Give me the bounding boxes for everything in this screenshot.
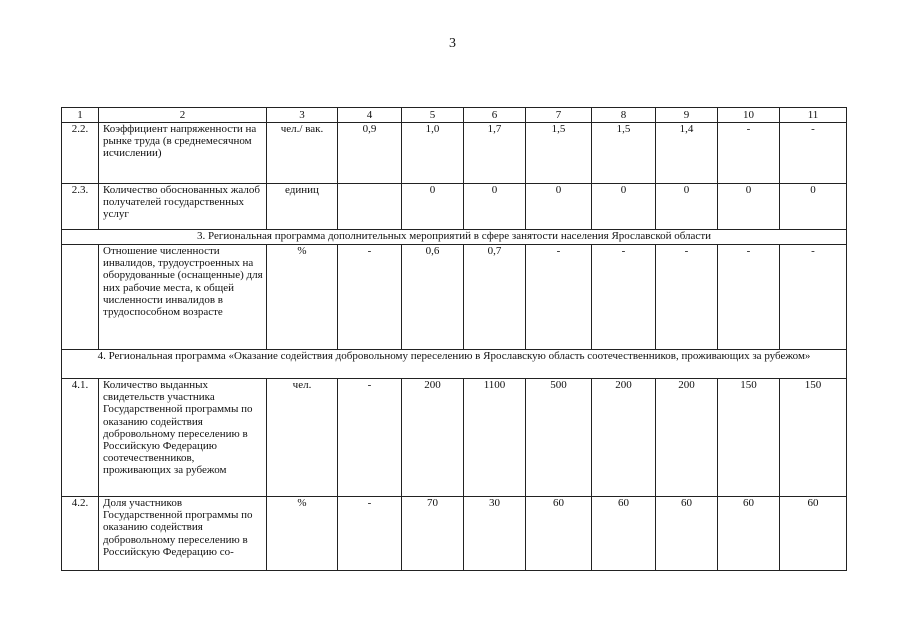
- row-value: 1100: [464, 379, 526, 497]
- column-number-row: [62, 108, 847, 123]
- row-value: 0: [526, 184, 592, 230]
- section-row: [62, 350, 847, 379]
- column-header: 3: [267, 108, 338, 123]
- page-number: 3: [449, 36, 456, 51]
- row-number: 4.1.: [62, 379, 99, 497]
- row-value: 150: [780, 379, 847, 497]
- row-value: 0: [780, 184, 847, 230]
- column-header: 4: [338, 108, 402, 123]
- row-description: Коэффициент напряженности на рынке труда (в среднемесячном исчислении): [99, 123, 267, 184]
- row-description: Количество обоснованных жалоб получателей государственных услуг: [99, 184, 267, 230]
- table-row: [62, 379, 847, 497]
- row-value: 500: [526, 379, 592, 497]
- row-value: 60: [780, 497, 847, 571]
- row-unit: чел./ вак.: [267, 123, 338, 184]
- row-value: -: [338, 245, 402, 350]
- table-row: [62, 184, 847, 230]
- row-number: 2.3.: [62, 184, 99, 230]
- row-unit: чел.: [267, 379, 338, 497]
- row-description: Количество выданных свидетельств участника Государственной программы по оказанию содействия добровольному переселению в Российскую Федерацию соотечественников, проживающих за рубежом: [99, 379, 267, 497]
- row-value: -: [656, 245, 718, 350]
- row-unit: %: [267, 497, 338, 571]
- row-value: 1,5: [526, 123, 592, 184]
- row-value: 0: [656, 184, 718, 230]
- row-value: [338, 184, 402, 230]
- column-header: 1: [62, 108, 99, 123]
- column-header: 10: [718, 108, 780, 123]
- section-row: [62, 230, 847, 245]
- row-value: 60: [718, 497, 780, 571]
- row-description: Отношение численности инвалидов, трудоустроенных на оборудованные (оснащенные) для них рабочие места, к общей численности инвалидов в трудоспособном возрасте: [99, 245, 267, 350]
- row-description: Доля участников Государственной программы по оказанию содействия добровольному переселению в Российскую Федерацию со-: [99, 497, 267, 571]
- row-value: -: [526, 245, 592, 350]
- row-number: 4.2.: [62, 497, 99, 571]
- row-value: 0: [402, 184, 464, 230]
- column-header: 7: [526, 108, 592, 123]
- row-unit: единиц: [267, 184, 338, 230]
- indicators-table: [61, 107, 847, 571]
- row-value: 0,6: [402, 245, 464, 350]
- row-value: 0: [718, 184, 780, 230]
- row-value: -: [592, 245, 656, 350]
- row-value: -: [780, 123, 847, 184]
- section-title: 3. Региональная программа дополнительных мероприятий в сфере занятости населения Ярославской области: [62, 230, 847, 245]
- row-value: 0,9: [338, 123, 402, 184]
- row-value: 200: [402, 379, 464, 497]
- row-value: 70: [402, 497, 464, 571]
- row-value: -: [718, 245, 780, 350]
- column-header: 11: [780, 108, 847, 123]
- row-value: -: [780, 245, 847, 350]
- table-row: [62, 123, 847, 184]
- row-unit: %: [267, 245, 338, 350]
- row-value: -: [718, 123, 780, 184]
- row-value: 1,7: [464, 123, 526, 184]
- table-row: [62, 245, 847, 350]
- row-value: 0,7: [464, 245, 526, 350]
- column-header: 9: [656, 108, 718, 123]
- row-value: 1,5: [592, 123, 656, 184]
- row-value: 1,0: [402, 123, 464, 184]
- column-header: 8: [592, 108, 656, 123]
- row-value: 0: [592, 184, 656, 230]
- row-value: 150: [718, 379, 780, 497]
- column-header: 5: [402, 108, 464, 123]
- column-header: 6: [464, 108, 526, 123]
- section-title: 4. Региональная программа «Оказание содействия добровольному переселению в Ярославскую область соотечественников, проживающих за рубежом»: [62, 350, 847, 379]
- row-value: 60: [656, 497, 718, 571]
- row-value: 60: [592, 497, 656, 571]
- row-value: -: [338, 379, 402, 497]
- row-number: [62, 245, 99, 350]
- row-value: 200: [656, 379, 718, 497]
- row-value: 0: [464, 184, 526, 230]
- row-value: 1,4: [656, 123, 718, 184]
- column-header: 2: [99, 108, 267, 123]
- table-row: [62, 497, 847, 571]
- row-value: 200: [592, 379, 656, 497]
- row-number: 2.2.: [62, 123, 99, 184]
- row-value: 30: [464, 497, 526, 571]
- row-value: 60: [526, 497, 592, 571]
- row-value: -: [338, 497, 402, 571]
